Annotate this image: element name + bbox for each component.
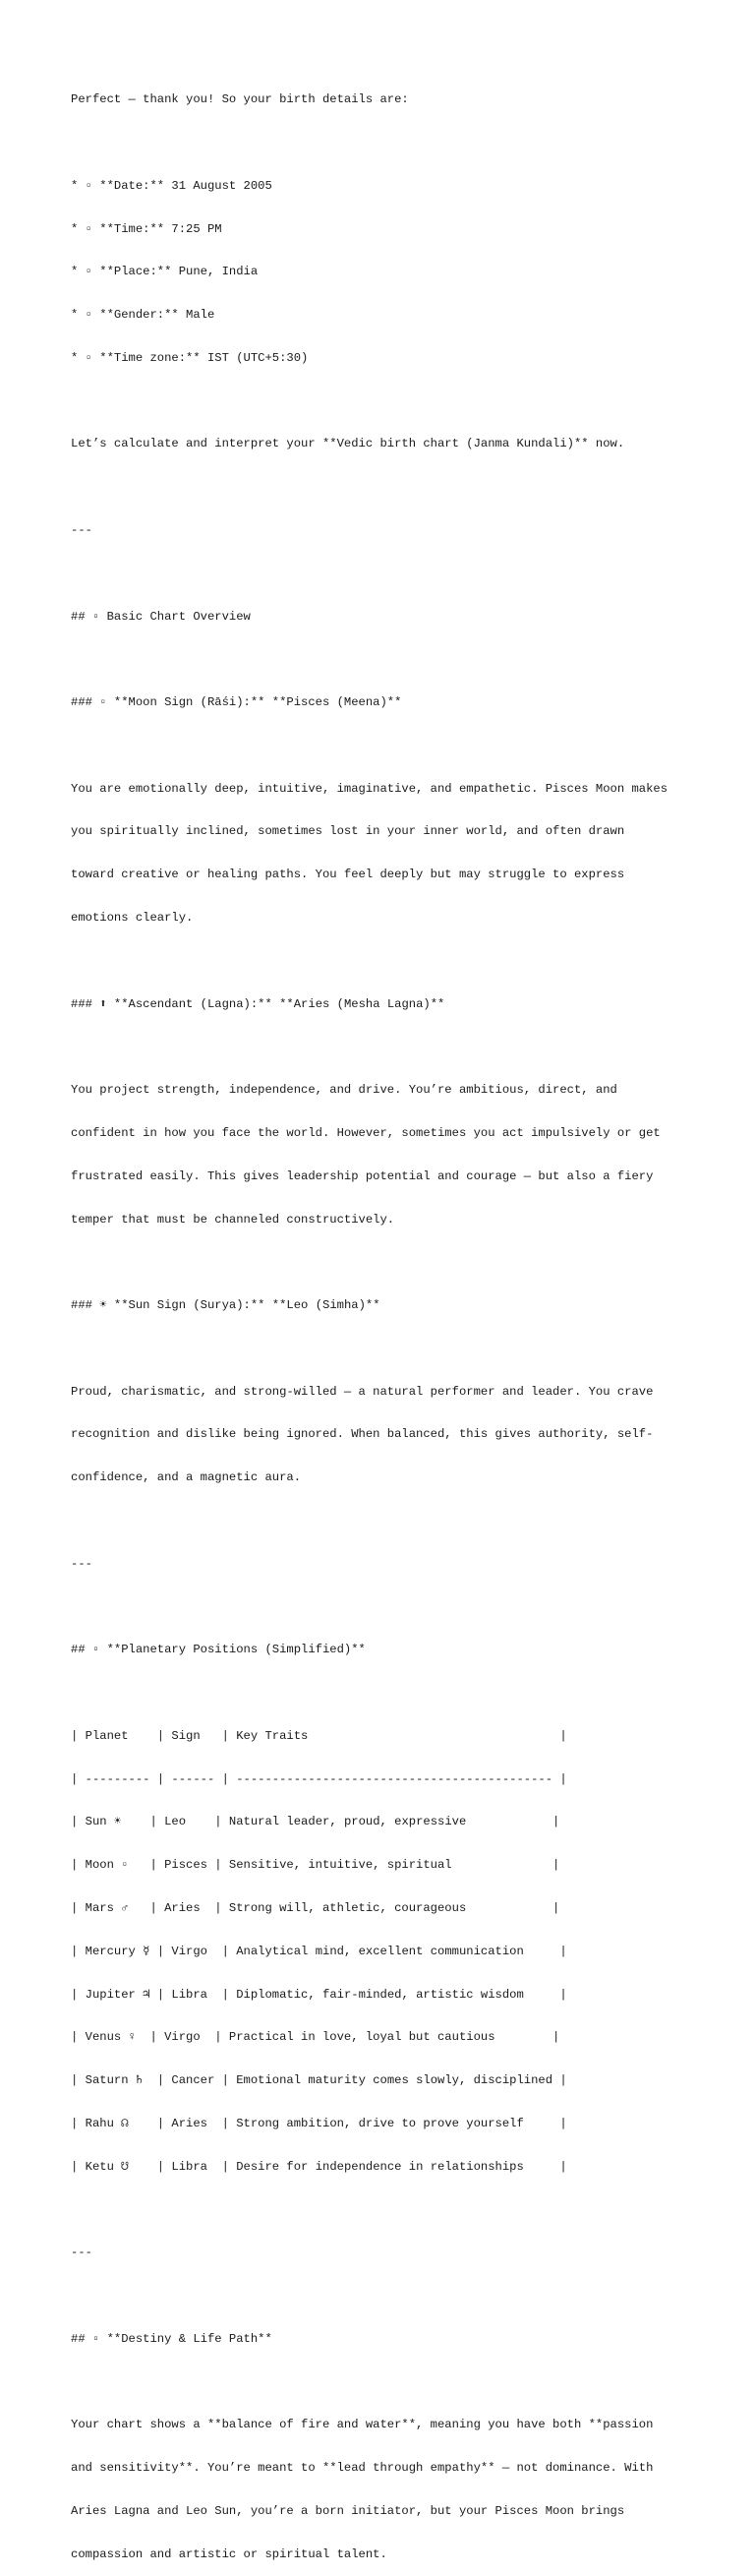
list-item: * ▫ **Time zone:** IST (UTC+5:30)	[71, 350, 309, 365]
table-row: | Rahu ☊ | Aries | Strong ambition, drive to prove yourself |	[71, 2116, 567, 2130]
paragraph-line: confident in how you face the world. However, sometimes you act impulsively or get	[71, 1125, 661, 1140]
intro-text: Perfect — thank you! So your birth details are:	[71, 92, 409, 107]
paragraph-line: You project strength, independence, and drive. You’re ambitious, direct, and	[71, 1083, 617, 1098]
horizontal-rule: ---	[71, 1556, 92, 1571]
blank-line	[71, 739, 729, 753]
paragraph-line: toward creative or healing paths. You feel deeply but may struggle to express	[71, 868, 625, 882]
blank-line	[71, 480, 729, 495]
blank-line	[71, 2289, 729, 2304]
paragraph-line: temper that must be channeled constructively.	[71, 1212, 395, 1227]
table-row: | Mars ♂ | Aries | Strong will, athletic, courageous |	[71, 1901, 560, 1915]
document-body	[71, 64, 729, 2576]
table-row: | Venus ♀ | Virgo | Practical in love, loyal but cautious |	[71, 2030, 560, 2045]
list-item: * ▫ **Date:** 31 August 2005	[71, 178, 272, 193]
table-row: | Jupiter ♃ | Libra | Diplomatic, fair-minded, artistic wisdom |	[71, 1987, 567, 2002]
subheading-sun: ### ☀ **Sun Sign (Surya):** **Leo (Simha)**	[71, 1298, 380, 1313]
blank-line	[71, 136, 729, 150]
paragraph-line: confidence, and a magnetic aura.	[71, 1470, 302, 1485]
paragraph-line: Your chart shows a **balance of fire and water**, meaning you have both **passion	[71, 2418, 654, 2432]
horizontal-rule: ---	[71, 2246, 92, 2260]
table-row: | Mercury ☿ | Virgo | Analytical mind, excellent communication |	[71, 1944, 567, 1958]
list-item: * ▫ **Gender:** Male	[71, 308, 215, 323]
paragraph-line: You are emotionally deep, intuitive, imaginative, and empathetic. Pisces Moon makes	[71, 781, 668, 796]
paragraph-line: compassion and artistic or spiritual talent.	[71, 2546, 387, 2561]
blank-line	[71, 1040, 729, 1054]
blank-line	[71, 394, 729, 409]
blank-line	[71, 2202, 729, 2217]
paragraph-line: emotions clearly.	[71, 911, 194, 926]
paragraph-line: and sensitivity**. You’re meant to **lead through empathy** — not dominance. With	[71, 2461, 654, 2476]
section-heading-destiny: ## ▫ **Destiny & Life Path**	[71, 2331, 272, 2346]
list-item: * ▫ **Place:** Pune, India	[71, 265, 259, 279]
paragraph-line: frustrated easily. This gives leadership potential and courage — but also a fiery	[71, 1168, 654, 1183]
horizontal-rule: ---	[71, 523, 92, 537]
section-heading-overview: ## ▫ Basic Chart Overview	[71, 609, 251, 624]
blank-line	[71, 954, 729, 969]
table-row: | Moon ▫ | Pisces | Sensitive, intuitive, spiritual |	[71, 1858, 560, 1873]
list-item: * ▫ **Time:** 7:25 PM	[71, 221, 222, 236]
paragraph-line: recognition and dislike being ignored. When balanced, this gives authority, self-	[71, 1427, 654, 1442]
blank-line	[71, 1686, 729, 1701]
paragraph-line: you spiritually inclined, sometimes lost in your inner world, and often drawn	[71, 824, 625, 839]
blank-line	[71, 1342, 729, 1356]
subheading-ascendant: ### ⬆ **Ascendant (Lagna):** **Aries (Mesha Lagna)**	[71, 996, 445, 1011]
blank-line	[71, 1600, 729, 1615]
blank-line	[71, 567, 729, 581]
table-row: | Saturn ♄ | Cancer | Emotional maturity comes slowly, disciplined |	[71, 2073, 567, 2088]
table-separator-row: | --------- | ------ | -------------------------------------------- |	[71, 1771, 567, 1786]
blank-line	[71, 2375, 729, 2390]
table-row: | Ketu ☋ | Libra | Desire for independence in relationships |	[71, 2159, 567, 2174]
blank-line	[71, 1255, 729, 1270]
blank-line	[71, 652, 729, 667]
paragraph-line: Aries Lagna and Leo Sun, you’re a born initiator, but your Pisces Moon brings	[71, 2503, 625, 2518]
blank-line	[71, 1514, 729, 1528]
section-heading-planets: ## ▫ **Planetary Positions (Simplified)**	[71, 1643, 366, 1657]
subheading-moon: ### ▫ **Moon Sign (Rāśi):** **Pisces (Meena)**	[71, 695, 402, 710]
table-row: | Sun ☀ | Leo | Natural leader, proud, expressive |	[71, 1815, 560, 1829]
lead-text: Let’s calculate and interpret your **Vedic birth chart (Janma Kundali)** now.	[71, 437, 625, 451]
paragraph-line: Proud, charismatic, and strong-willed — a natural performer and leader. You crave	[71, 1384, 654, 1399]
table-header-row: | Planet | Sign | Key Traits |	[71, 1728, 567, 1743]
